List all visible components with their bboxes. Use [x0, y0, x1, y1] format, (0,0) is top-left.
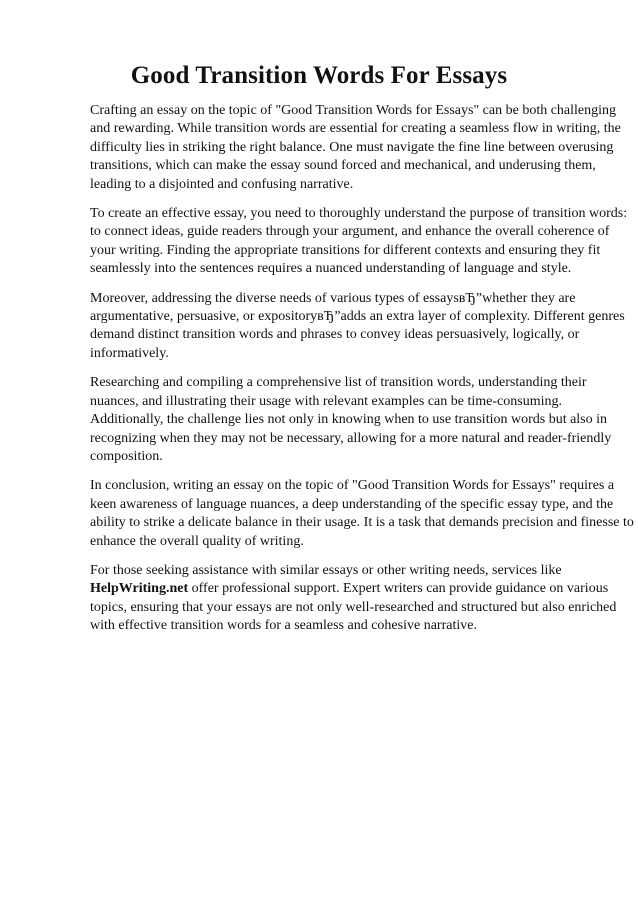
paragraph-line: topics, ensuring that your essays are not only well-researched and structured but also enriched [90, 599, 617, 615]
paragraph-line [90, 580, 609, 598]
paragraph-line: leading to a disjointed and confusing narrative. [90, 176, 354, 192]
paragraph-line: and rewarding. While transition words are essential for creating a seamless flow in writing, the [90, 121, 621, 137]
document-body [90, 102, 634, 647]
paragraph-line: nuances, and illustrating their usage with relevant examples can be time-consuming. [90, 393, 562, 409]
paragraph-line: argumentative, persuasive, or expositoryвЂ”adds an extra layer of complexity. Different genres [90, 309, 625, 325]
paragraph-2 [90, 205, 628, 279]
paragraph-line: In conclusion, writing an essay on the topic of "Good Transition Words for Essays" requires a [90, 478, 615, 494]
paragraph-line: transitions, which can make the essay sound forced and mechanical, and underusing them, [90, 158, 596, 174]
paragraph-line: Researching and compiling a comprehensive list of transition words, understanding their [90, 375, 587, 391]
paragraph-line: to connect ideas, guide readers through your argument, and enhance the overall coherence of [90, 224, 610, 240]
paragraph-line: with effective transition words for a seamless and cohesive narrative. [90, 618, 477, 634]
paragraph-line: For those seeking assistance with similar essays or other writing needs, services like [90, 562, 562, 578]
paragraph-line: Additionally, the challenge lies not only in knowing when to use transition words but also in [90, 412, 608, 428]
document-title: Good Transition Words For Essays [130, 62, 508, 89]
paragraph-line: keen awareness of language nuances, a deep understanding of the specific essay type, and the [90, 496, 614, 512]
paragraph-line: Crafting an essay on the topic of "Good Transition Words for Essays" can be both challenging [90, 103, 617, 118]
paragraph-line: Moreover, addressing the diverse needs of various types of essaysвЂ”whether they are [90, 290, 576, 306]
paragraph-line: enhance the overall quality of writing. [90, 533, 304, 549]
brand-name: HelpWriting.net [90, 581, 189, 597]
paragraph-line: To create an effective essay, you need to thoroughly understand the purpose of transition words: [90, 206, 628, 222]
paragraph-line: informatively. [90, 345, 169, 361]
paragraph-line: demand distinct transition words and phrases to convey ideas persuasively, logically, or [90, 327, 580, 343]
paragraph-line: your writing. Finding the appropriate transitions for different contexts and ensuring they fit [90, 242, 601, 258]
paragraph-line: difficulty lies in striking the right balance. One must navigate the fine line between overusing [90, 139, 614, 155]
paragraph-line: composition. [90, 448, 163, 464]
paragraph-3 [90, 290, 625, 364]
paragraph-1 [90, 102, 621, 194]
closing-line-rest: offer professional support. Expert writers can provide guidance on various [188, 581, 609, 597]
paragraph-line: seamlessly into the sentences requires a nuanced understanding of language and style. [90, 261, 572, 277]
paragraph-line: recognizing when they may not be necessary, allowing for a more natural and reader-friendly [90, 430, 612, 446]
paragraph-4 [90, 374, 612, 466]
closing-paragraph [90, 562, 617, 636]
paragraph-line: ability to strike a delicate balance in their usage. It is a task that demands precision and finesse to [90, 515, 634, 531]
paragraph-5 [90, 477, 634, 551]
